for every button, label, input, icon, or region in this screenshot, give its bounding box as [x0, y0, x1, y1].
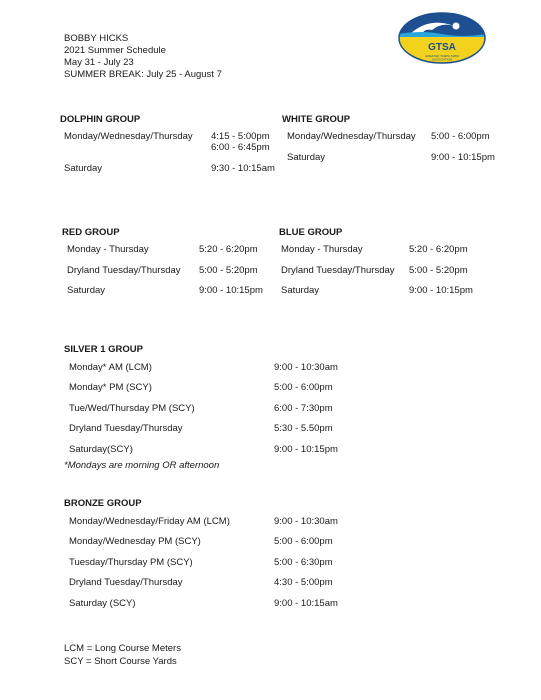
red-row-1-time: 5:20 - 6:20pm	[199, 244, 258, 255]
bronze-row-1-label: Monday/Wednesday/Friday AM (LCM)	[69, 516, 230, 527]
legend-lcm: LCM = Long Course Meters	[64, 643, 181, 654]
svg-text:GREATER TAMPA SWIM: GREATER TAMPA SWIM	[425, 54, 459, 58]
red-group-title: RED GROUP	[62, 227, 120, 238]
silver-row-2-label: Monday* PM (SCY)	[69, 382, 152, 393]
silver-row-1-label: Monday* AM (LCM)	[69, 362, 152, 373]
gtsa-logo	[398, 12, 486, 64]
silver-row-5-label: Saturday(SCY)	[69, 444, 133, 455]
dolphin-group-title: DOLPHIN GROUP	[60, 114, 141, 125]
blue-group-title: BLUE GROUP	[279, 227, 343, 238]
bronze-row-2-time: 5:00 - 6:00pm	[274, 536, 333, 547]
silver-footnote: *Mondays are morning OR afternoon	[64, 460, 220, 471]
red-row-2-label: Dryland Tuesday/Thursday	[67, 265, 181, 276]
white-row-1-time: 5:00 - 6:00pm	[431, 131, 490, 142]
dolphin-row-2-time: 9:30 - 10:15am	[211, 163, 275, 174]
dolphin-row-1-time: 4:15 - 5:00pm	[211, 131, 270, 142]
blue-row-1-label: Monday - Thursday	[281, 244, 363, 255]
red-row-2-time: 5:00 - 5:20pm	[199, 265, 258, 276]
summer-break: SUMMER BREAK: July 25 - August 7	[64, 69, 222, 80]
schedule-dates: May 31 - July 23	[64, 57, 134, 68]
silver-row-4-label: Dryland Tuesday/Thursday	[69, 423, 183, 434]
blue-row-2-label: Dryland Tuesday/Thursday	[281, 265, 395, 276]
blue-row-3-time: 9:00 - 10:15pm	[409, 285, 473, 296]
bronze-row-4-label: Dryland Tuesday/Thursday	[69, 577, 183, 588]
blue-row-3-label: Saturday	[281, 285, 320, 296]
red-row-3-time: 9:00 - 10:15pm	[199, 285, 263, 296]
red-row-3-label: Saturday	[67, 285, 106, 296]
bronze-row-4-time: 4:30 - 5:00pm	[274, 577, 333, 588]
dolphin-row-1-label: Monday/Wednesday/Thursday	[64, 131, 193, 142]
svg-text:ASSOCIATION: ASSOCIATION	[431, 57, 453, 62]
silver-group-title: SILVER 1 GROUP	[64, 344, 144, 355]
blue-row-1-time: 5:20 - 6:20pm	[409, 244, 468, 255]
silver-row-3-label: Tue/Wed/Thursday PM (SCY)	[69, 403, 195, 414]
bronze-row-3-label: Tuesday/Thursday PM (SCY)	[69, 557, 193, 568]
legend-scy: SCY = Short Course Yards	[64, 656, 177, 667]
white-group-title: WHITE GROUP	[282, 114, 351, 125]
silver-row-1-time: 9:00 - 10:30am	[274, 362, 338, 373]
blue-row-2-time: 5:00 - 5:20pm	[409, 265, 468, 276]
silver-row-4-time: 5:30 - 5.50pm	[274, 423, 333, 434]
coach-name: BOBBY HICKS	[64, 33, 129, 44]
bronze-group-title: BRONZE GROUP	[64, 498, 142, 509]
white-row-2-time: 9:00 - 10:15pm	[431, 152, 495, 163]
bronze-row-2-label: Monday/Wednesday PM (SCY)	[69, 536, 201, 547]
silver-row-3-time: 6:00 - 7:30pm	[274, 403, 333, 414]
dolphin-row-2-label: Saturday	[64, 163, 103, 174]
schedule-title: 2021 Summer Schedule	[64, 45, 166, 56]
white-row-2-label: Saturday	[287, 152, 326, 163]
dolphin-row-1-time-2: 6:00 - 6:45pm	[211, 142, 270, 153]
silver-row-2-time: 5:00 - 6:00pm	[274, 382, 333, 393]
svg-text:GTSA: GTSA	[428, 42, 456, 53]
silver-row-5-time: 9:00 - 10:15pm	[274, 444, 338, 455]
bronze-row-1-time: 9:00 - 10:30am	[274, 516, 338, 527]
bronze-row-5-time: 9:00 - 10:15am	[274, 598, 338, 609]
schedule-header	[64, 33, 222, 81]
bronze-row-5-label: Saturday (SCY)	[69, 598, 136, 609]
bronze-row-3-time: 5:00 - 6:30pm	[274, 557, 333, 568]
white-row-1-label: Monday/Wednesday/Thursday	[287, 131, 416, 142]
red-row-1-label: Monday - Thursday	[67, 244, 149, 255]
